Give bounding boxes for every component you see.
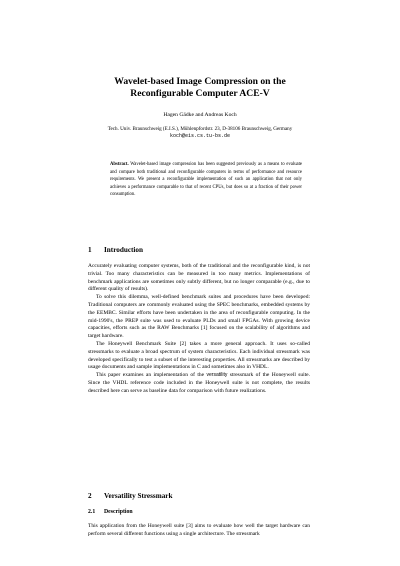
subsection-number: 2.1: [88, 509, 96, 515]
description-body: [88, 523, 310, 539]
paragraph-text: stressmark of the Honeywell suite. Since the VHDL reference code included in the Honeywell suite is not complete, the results described here can serve as baseline data for comparison with future realizations.: [88, 372, 311, 394]
paragraph: [88, 372, 310, 395]
subsection-heading-description: [88, 508, 133, 516]
paragraph-text: This paper examines an implementation of the: [96, 372, 207, 379]
abstract: [110, 161, 302, 199]
affiliation: Tech. Univ. Braunschweig (E.I.S.), Mühlenpfordstr. 23, D-38106 Braunschweig, Germany: [107, 126, 293, 132]
section-title: Versatility Stressmark: [104, 492, 173, 500]
paragraph: To solve this dilemma, well-defined benchmark suites and procedures have been developed: Traditional computers are commonly evaluated using the SPEC benchmarks, embedded systems by the EEMBC. Similar efforts have been undertaken in the area of reconfigurable computing. In the mid-1990's, the PREP suite was used to evaluate PLDs and small FPGAs. With growing device capacities, efforts such as the RAW Benchmarks [1] focused on the scalability of algorithms and target hardware.: [88, 294, 310, 340]
title-line-2: Reconfigurable Computer ACE-V: [130, 88, 270, 99]
section-number: 1: [88, 246, 92, 254]
subsection-title: Description: [104, 509, 133, 515]
section-heading-introduction: [88, 246, 143, 255]
section-heading-versatility: [88, 492, 172, 501]
affiliation-block: [0, 126, 400, 140]
stressmark-name: versatility: [206, 372, 228, 379]
introduction-body: [88, 263, 310, 396]
abstract-label: Abstract.: [110, 162, 129, 167]
paragraph: The Honeywell Benchmark Suite [2] takes a more general approach. It uses so-called stressmarks to evaluate a broad spectrum of system characteristics. Each individual stressmark was developed specifically to test a subset of the interesting properties. All stressmarks are described by usage documents and sample implementations in C and sometimes also in VHDL.: [88, 340, 310, 371]
paragraph: Accurately evaluating computer systems, both of the traditional and the reconfigurable kind, is not trivial. Too many characteristics can be measured in too many metrics. Implementations of benchmark applications are sometimes only subtly different, but no longer comparable (e.g., due to different quality of results).: [88, 263, 310, 293]
title-line-1: Wavelet-based Image Compression on the: [114, 76, 286, 87]
section-title: Introduction: [104, 246, 144, 254]
abstract-text: Wavelet-based image compression has been suggested previously as a means to evaluate and compare both traditional and reconfigurable computers in terms of performance and resource requirements. We present a reconfigurable implementation of such an application that not only achieves a performance comparable to that of recent CPUs, but does so at a fraction of their power consumption.: [110, 162, 302, 197]
paragraph: This application from the Honeywell suite [3] aims to evaluate how well the target hardware can perform several different functions using a single architecture. The stressmark: [88, 523, 310, 537]
section-number: 2: [88, 492, 92, 500]
paper-title: [0, 76, 400, 100]
authors: Hagen Gädke and Andreas Koch: [163, 112, 237, 118]
author-email: koch@eis.cs.tu-bs.de: [169, 133, 230, 139]
